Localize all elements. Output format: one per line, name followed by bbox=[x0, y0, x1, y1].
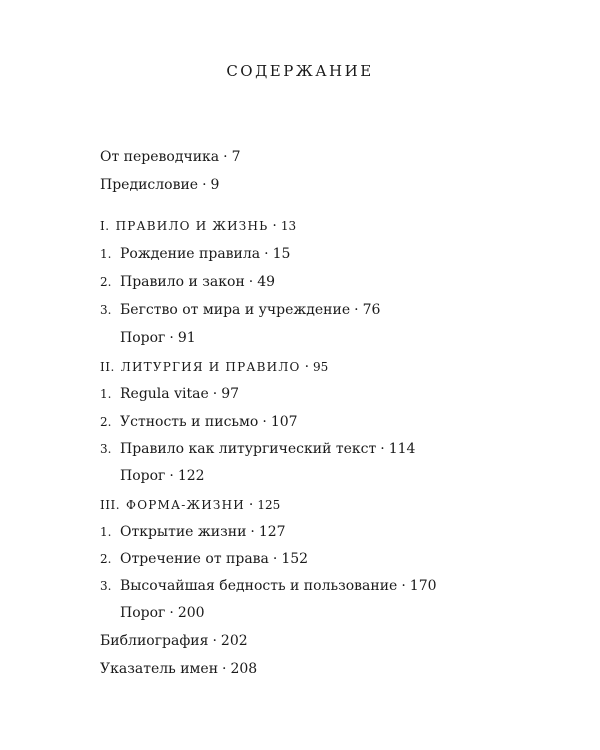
entry-page-number: 125 bbox=[257, 498, 281, 512]
entry-number: III. bbox=[100, 498, 121, 512]
entry-separator: · bbox=[304, 359, 310, 375]
entry-separator: · bbox=[380, 441, 385, 457]
entry-label: Порог bbox=[120, 330, 166, 346]
entry-label: ЛИТУРГИЯ И ПРАВИЛО bbox=[120, 360, 301, 374]
entry-page-number: 13 bbox=[280, 219, 297, 233]
entry-separator: · bbox=[250, 524, 255, 540]
entry-page-number: 76 bbox=[362, 302, 381, 318]
entry-separator: · bbox=[262, 414, 267, 430]
toc-back-matter-entry[interactable] bbox=[100, 660, 257, 678]
entry-page-number: 95 bbox=[313, 360, 329, 374]
toc-front-matter-entry[interactable] bbox=[100, 148, 241, 166]
entry-label: Устность и письмо bbox=[120, 414, 259, 430]
toc-front-matter-entry[interactable] bbox=[100, 176, 219, 194]
toc-threshold-entry[interactable] bbox=[100, 467, 205, 485]
entry-page-number: 49 bbox=[257, 274, 276, 290]
entry-page-number: 170 bbox=[409, 578, 437, 594]
entry-number: 2. bbox=[100, 552, 112, 566]
entry-label: ПРАВИЛО И ЖИЗНЬ bbox=[115, 219, 269, 233]
entry-page-number: 200 bbox=[177, 605, 205, 621]
entry-page-number: 122 bbox=[177, 468, 205, 484]
entry-page-number: 7 bbox=[231, 149, 241, 165]
entry-label: ФОРМА-ЖИЗНИ bbox=[126, 498, 245, 512]
entry-label: От переводчика bbox=[100, 149, 220, 165]
entry-label: Regula vitae bbox=[120, 386, 209, 402]
entry-separator: · bbox=[169, 330, 174, 346]
entry-label: Правило и закон bbox=[120, 274, 245, 290]
entry-page-number: 107 bbox=[270, 414, 298, 430]
entry-number: 1. bbox=[100, 525, 112, 539]
entry-number: 3. bbox=[100, 442, 112, 456]
entry-separator: · bbox=[354, 302, 359, 318]
toc-part-heading[interactable] bbox=[100, 358, 328, 376]
toc-chapter-entry[interactable] bbox=[100, 301, 380, 319]
toc-part-heading[interactable] bbox=[100, 217, 296, 235]
entry-number: 2. bbox=[100, 275, 112, 289]
entry-separator: · bbox=[272, 551, 278, 567]
toc-chapter-entry[interactable] bbox=[100, 577, 437, 595]
entry-number: 2. bbox=[100, 415, 112, 429]
toc-threshold-entry[interactable] bbox=[100, 329, 196, 347]
entry-page-number: 15 bbox=[272, 246, 291, 262]
entry-page-number: 208 bbox=[230, 661, 258, 677]
entry-separator: · bbox=[272, 218, 277, 234]
toc-chapter-entry[interactable] bbox=[100, 385, 239, 403]
entry-number: 1. bbox=[100, 387, 112, 401]
toc-chapter-entry[interactable] bbox=[100, 523, 286, 541]
toc-chapter-entry[interactable] bbox=[100, 413, 298, 431]
toc-part-heading[interactable] bbox=[100, 496, 280, 514]
entry-label: Порог bbox=[120, 605, 166, 621]
entry-page-number: 97 bbox=[221, 386, 240, 402]
entry-label: Отречение от права bbox=[120, 551, 269, 567]
entry-label: Открытие жизни bbox=[120, 524, 247, 540]
toc-chapter-entry[interactable] bbox=[100, 245, 290, 263]
entry-number: I. bbox=[100, 219, 110, 233]
entry-label: Правило как литургический текст bbox=[120, 441, 377, 457]
entry-number: 3. bbox=[100, 303, 112, 317]
entry-page-number: 114 bbox=[388, 441, 416, 457]
entry-separator: · bbox=[212, 633, 217, 649]
entry-separator: · bbox=[212, 386, 218, 402]
entry-separator: · bbox=[202, 177, 207, 193]
entry-separator: · bbox=[169, 605, 174, 621]
toc-back-matter-entry[interactable] bbox=[100, 632, 248, 650]
entry-label: Высочайшая бедность и пользование bbox=[120, 578, 398, 594]
entry-number: 3. bbox=[100, 579, 112, 593]
entry-separator: · bbox=[264, 246, 269, 262]
toc-threshold-entry[interactable] bbox=[100, 604, 205, 622]
toc-chapter-entry[interactable] bbox=[100, 550, 308, 568]
entry-number: 1. bbox=[100, 247, 112, 261]
entry-number: II. bbox=[100, 360, 115, 374]
entry-separator: · bbox=[222, 661, 227, 677]
entry-separator: · bbox=[401, 578, 406, 594]
page-title: СОДЕРЖАНИЕ bbox=[226, 62, 374, 80]
entry-separator: · bbox=[169, 468, 174, 484]
entry-label: Библиография bbox=[100, 633, 209, 649]
entry-separator: · bbox=[248, 497, 254, 513]
toc-chapter-entry[interactable] bbox=[100, 440, 415, 458]
entry-label: Порог bbox=[120, 468, 166, 484]
entry-page-number: 152 bbox=[281, 551, 309, 567]
entry-page-number: 202 bbox=[220, 633, 248, 649]
entry-separator: · bbox=[248, 274, 254, 290]
entry-page-number: 9 bbox=[210, 177, 220, 193]
entry-page-number: 127 bbox=[258, 524, 286, 540]
toc-chapter-entry[interactable] bbox=[100, 273, 275, 291]
entry-label: Бегство от мира и учреждение bbox=[120, 302, 351, 318]
entry-label: Рождение правила bbox=[120, 246, 261, 262]
entry-label: Указатель имен bbox=[100, 661, 219, 677]
entry-separator: · bbox=[223, 149, 228, 165]
entry-page-number: 91 bbox=[177, 330, 196, 346]
entry-label: Предисловие bbox=[100, 177, 199, 193]
